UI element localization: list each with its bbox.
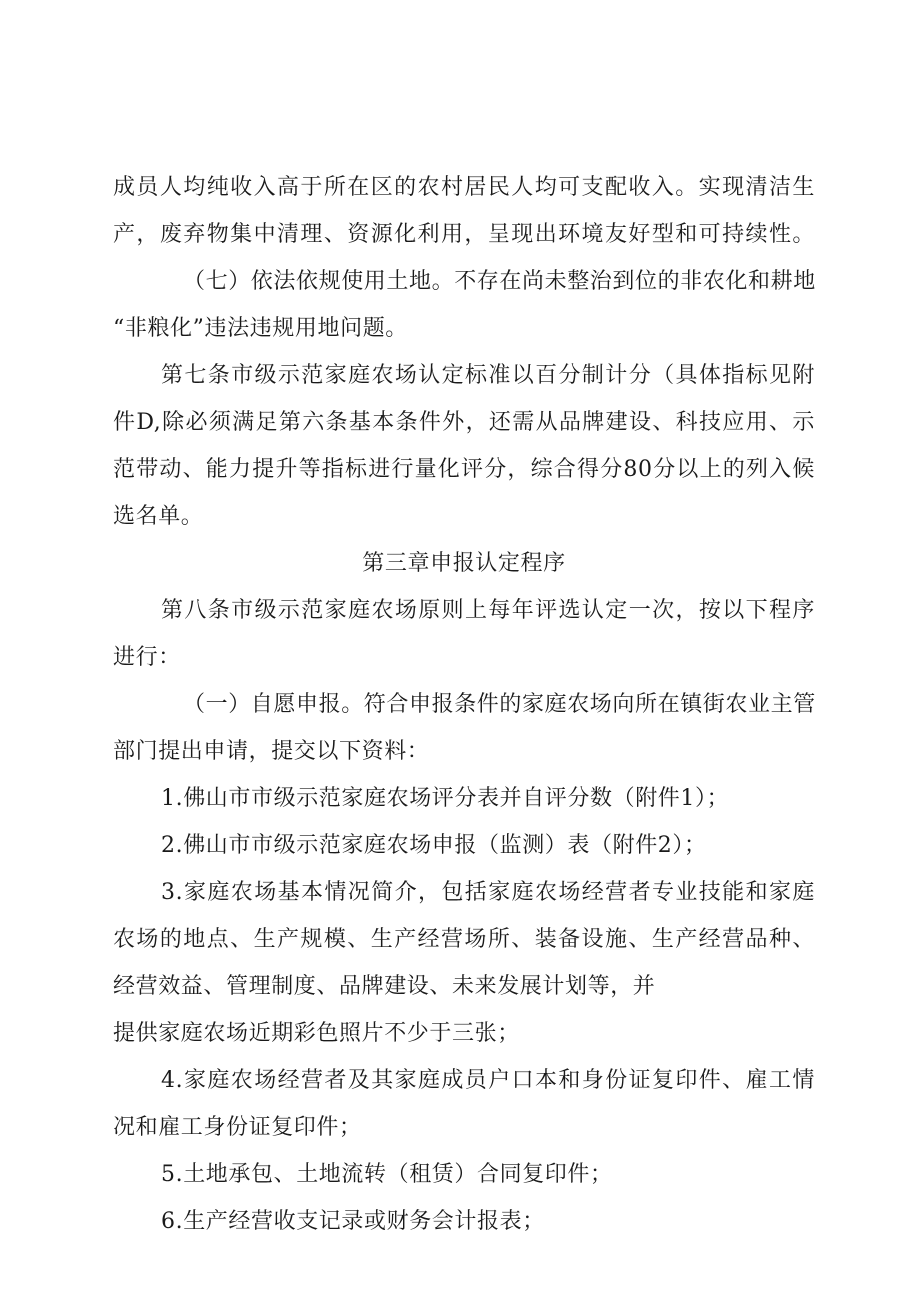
text-line: 况和雇工身份证复印件； [113, 1115, 362, 1140]
text-line: （一）自愿申报。符合申报条件的家庭农场向所在镇街农业主管 [183, 692, 816, 717]
chapter-heading: 第三章申报认定程序 [362, 551, 566, 576]
text-line: 部门提出申请，提交以下资料： [113, 739, 430, 764]
list-item: 2.佛山市市级示范家庭农场申报（监测）表（附件2）； [161, 833, 707, 858]
text-line: “非粮化”违法违规用地问题。 [113, 316, 408, 341]
text-line: 件D,除必须满足第六条基本条件外，还需从品牌建设、科技应用、示 [113, 410, 815, 435]
text-line: 经营效益、管理制度、品牌建设、未来发展计划等，并 [113, 974, 656, 999]
document-page [113, 164, 815, 1245]
text-line: 农场的地点、生产规模、生产经营场所、装备设施、生产经营品种、 [113, 927, 815, 952]
text-line: 进行： [113, 645, 181, 670]
list-item: 4.家庭农场经营者及其家庭成员户口本和身份证复印件、雇工情 [161, 1068, 815, 1093]
text-line: 第七条市级示范家庭农场认定标准以百分制计分（具体指标见附 [161, 363, 815, 388]
text-line: 提供家庭农场近期彩色照片不少于三张； [113, 1021, 520, 1046]
list-item: 3.家庭农场基本情况简介，包括家庭农场经营者专业技能和家庭 [161, 880, 815, 905]
text-line: 第八条市级示范家庭农场原则上每年评选认定一次，按以下程序 [161, 598, 815, 623]
text-line: 成员人均纯收入高于所在区的农村居民人均可支配收入。实现清洁生 [113, 175, 815, 200]
list-item: 5.土地承包、土地流转（租赁）合同复印件； [161, 1162, 613, 1187]
text-line: 范带动、能力提升等指标进行量化评分，综合得分80分以上的列入候 [113, 457, 815, 482]
list-item: 6.生产经营收支记录或财务会计报表； [161, 1209, 545, 1234]
list-item: 1.佛山市市级示范家庭农场评分表并自评分数（附件1）； [161, 786, 730, 811]
text-line: 选名单。 [113, 504, 204, 529]
text-line: 产，废弃物集中清理、资源化利用，呈现出环境友好型和可持续性。 [113, 222, 815, 247]
text-line: （七）依法依规使用土地。不存在尚未整治到位的非农化和耕地 [183, 269, 816, 294]
